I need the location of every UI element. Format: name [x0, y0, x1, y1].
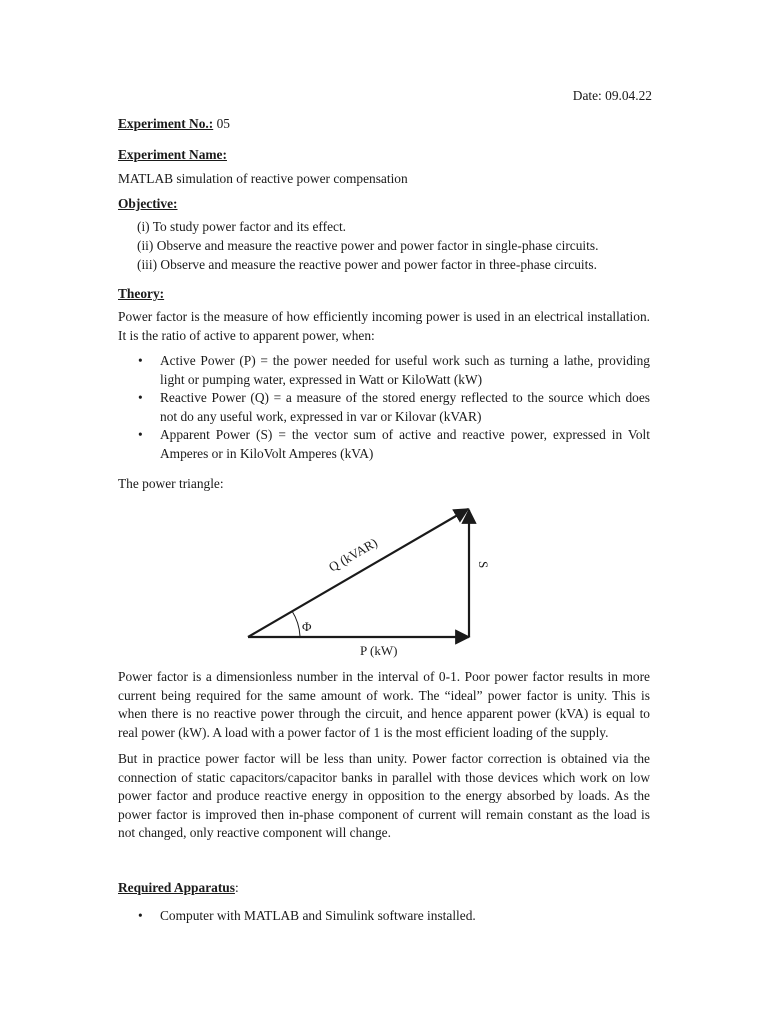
experiment-number	[118, 115, 230, 134]
angle-phi-label: Φ	[302, 619, 312, 634]
hypotenuse-label: Q (kVAR)	[326, 534, 380, 575]
apparatus-label-suffix: :	[234, 880, 239, 895]
objective-list	[137, 218, 598, 274]
experiment-name-value: MATLAB simulation of reactive power compensation	[118, 171, 408, 186]
hypotenuse-arrow	[248, 509, 468, 637]
theory-intro-paragraph: Power factor is the measure of how efficiently incoming power is used in an electrical installation. It is the ratio of active to apparent power, when:	[118, 309, 650, 343]
date-text: Date: 09.04.22	[572, 88, 652, 103]
objective-item: (i) To study power factor and its effect.	[137, 219, 347, 234]
apparatus-item: • Computer with MATLAB and Simulink software installed.	[138, 907, 476, 926]
vertical-label: S	[476, 561, 491, 569]
angle-arc	[292, 611, 300, 637]
base-label: P (kW)	[360, 643, 398, 658]
experiment-name-label: Experiment Name:	[118, 147, 227, 162]
correction-paragraph: But in practice power factor will be less than unity. Power factor correction is obtained via the connection of static capacitors/capacitor banks in parallel with those devices which work on low power factor and produce reactive energy in opposition to the energy absorbed by loads. As the power factor is improved then in-phase component of current will remain constant as the load is not changed, only reactive component will change.	[118, 751, 650, 840]
objective-label: Objective:	[118, 196, 178, 211]
apparatus-list	[138, 907, 476, 926]
definition-reactive-power: • Reactive Power (Q) = a measure of the stored energy reflected to the source which does not do any useful work, expressed in var or Kilovar (kVAR)	[138, 389, 650, 426]
definition-active-power: • Active Power (P) = the power needed for useful work such as turning a lathe, providing light or pumping water, expressed in Watt or KiloWatt (kW)	[138, 352, 650, 389]
experiment-number-value: 05	[213, 116, 230, 131]
objective-item: (iii) Observe and measure the reactive power and power factor in three-phase circuits.	[137, 256, 597, 272]
theory-label: Theory:	[118, 286, 165, 301]
experiment-number-label: Experiment No.:	[118, 116, 214, 131]
apparatus-label: Required Apparatus	[118, 880, 235, 895]
definition-apparent-power: • Apparent Power (S) = the vector sum of active and reactive power, expressed in Volt Amperes or in KiloVolt Amperes (kVA)	[138, 426, 650, 463]
objective-item: (ii) Observe and measure the reactive power and power factor in single-phase circuits.	[137, 237, 599, 253]
power-factor-paragraph: Power factor is a dimensionless number in the interval of 0-1. Poor power factor results in more current being required for the same amount of work. The “ideal” power factor is unity. This is when there is no reactive power through the circuit, and hence apparent power (kVA) is equal to real power (kW). A load with a power factor of 1 is the most efficient loading of the supply.	[118, 669, 650, 740]
apparatus-heading	[118, 879, 239, 898]
power-definitions-list	[138, 352, 650, 464]
power-triangle-diagram	[240, 500, 500, 665]
power-triangle-caption: The power triangle:	[118, 476, 224, 491]
